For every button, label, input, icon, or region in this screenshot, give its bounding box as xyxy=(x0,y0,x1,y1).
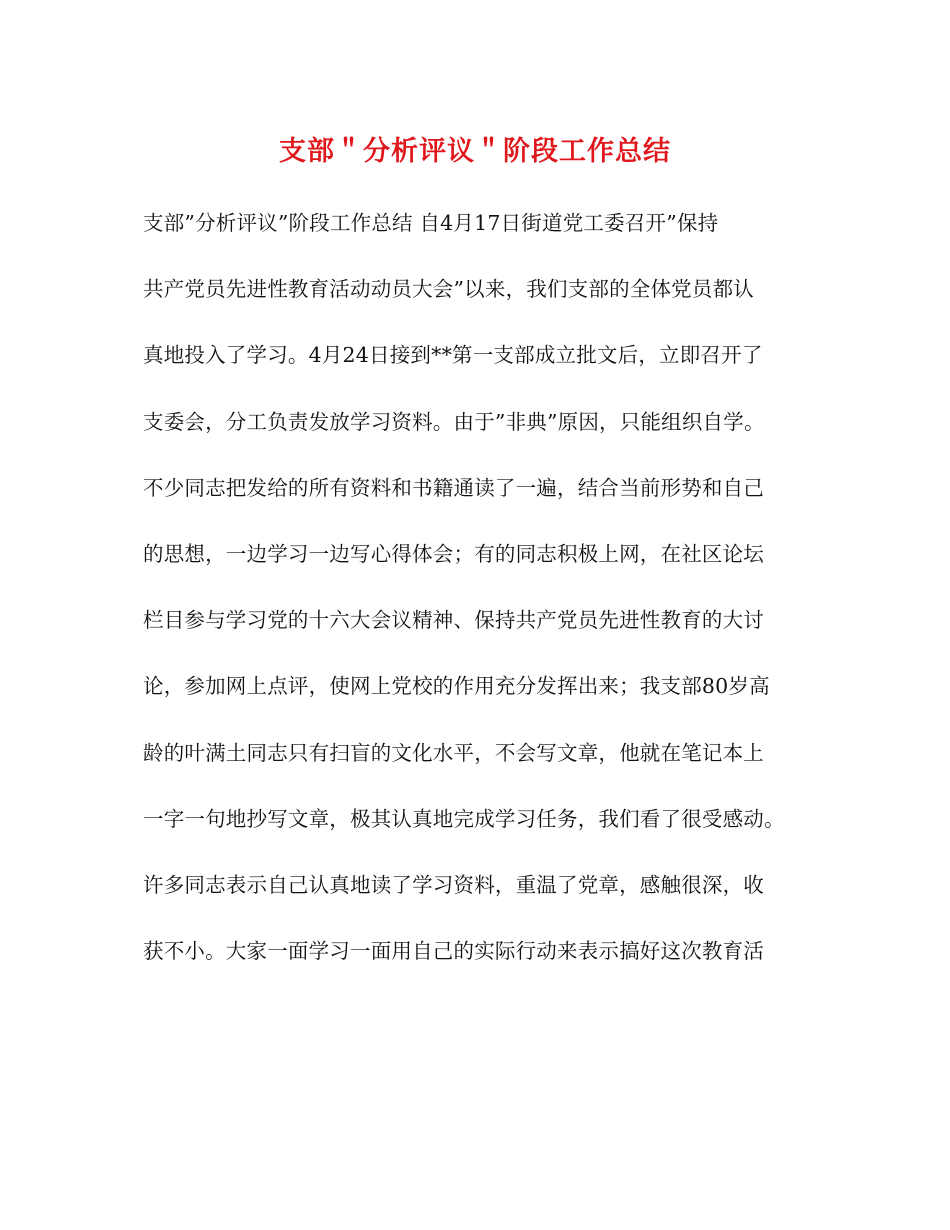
body-line: 不少同志把发给的所有资料和书籍通读了一遍，结合当前形势和自己 xyxy=(143,475,764,500)
body-line: 共产党员先进性教育活动动员大会”以来，我们支部的全体党员都认 xyxy=(143,277,754,302)
body-line: 龄的叶满土同志只有扫盲的文化水平，不会写文章，他就在笔记本上 xyxy=(143,740,764,765)
body-line: 支部”分析评议”阶段工作总结 自4月17日街道党工委召开”保持 xyxy=(143,211,719,235)
body-line: 的思想，一边学习一边写心得体会；有的同志积极上网，在社区论坛 xyxy=(143,541,764,566)
body-line: 真地投入了学习。4月24日接到**第一支部成立批文后，立即召开了 xyxy=(143,343,763,368)
body-line: 一字一句地抄写文章，极其认真地完成学习任务，我们看了很受感动。 xyxy=(143,806,785,831)
document-body xyxy=(143,190,823,984)
document-title: 支部＂分析评议＂阶段工作总结 xyxy=(279,136,671,167)
body-line: 栏目参与学习党的十六大会议精神、保持共产党员先进性教育的大讨 xyxy=(143,608,764,633)
body-line: 许多同志表示自己认真地读了学习资料，重温了党章，感触很深，收 xyxy=(143,872,764,897)
body-line: 获不小。大家一面学习一面用自己的实际行动来表示搞好这次教育活 xyxy=(143,939,764,964)
body-line: 支委会，分工负责发放学习资料。由于”非典”原因，只能组织自学。 xyxy=(143,409,765,434)
body-line: 论，参加网上点评，使网上党校的作用充分发挥出来；我支部80岁高 xyxy=(143,674,770,699)
